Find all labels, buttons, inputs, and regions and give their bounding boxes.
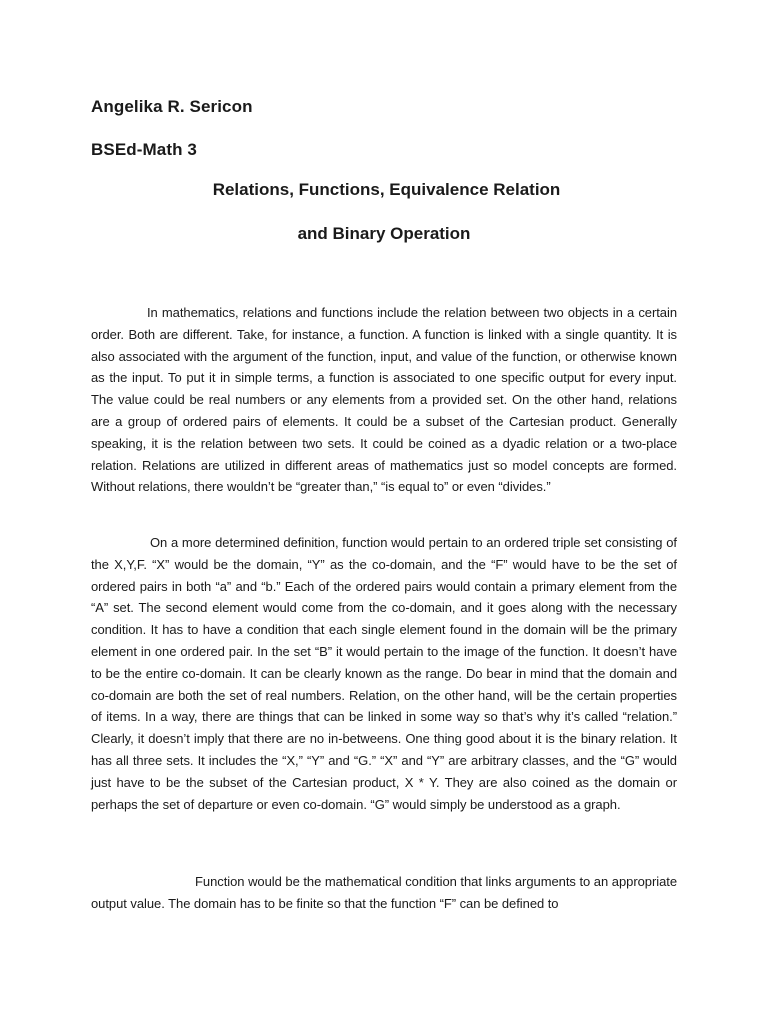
title-line-2: and Binary Operation <box>297 224 471 243</box>
paragraph-1: In mathematics, relations and functions include the relation between two objects in a certain order. Both are different. Take, for instance, a function. A function is linked with a single quantity. It is also associated with the argument of the function, input, and value of the function, or otherwise known as the input. To put it in simple terms, a function is associated to one specific output for every input. The value could be real numbers or any elements from a provided set. On the other hand, relations are a group of ordered pairs of elements. It could be a subset of the Cartesian product. Generally speaking, it is the relation between two sets. It could be coined as a dyadic relation or a two-place relation. Relations are utilized in different areas of mathematics just so model concepts are formed. Without relations, there wouldn’t be “greater than,” “is equal to” or even “divides.” <box>91 305 677 495</box>
paragraph-2: On a more determined definition, function would pertain to an ordered triple set consisting of the X,Y,F. “X” would be the domain, “Y” as the co-domain, and the “F” would have to be the set of ordered pairs in both “a” and “b.” Each of the ordered pairs would contain a primary element from the “A” set. The second element would come from the co-domain, and it goes along with the necessary condition. It has to have a condition that each single element found in the domain will be the primary element in one ordered pair. In the set “B” it would pertain to the image of the function. It doesn’t have to be the entire co-domain. It can be clearly known as the range. Do bear in mind that the domain and co-domain are both the set of real numbers. Relation, on the other hand, will be the certain properties of items. In a way, there are things that can be linked in some way so that’s why it’s called “relation.” Clearly, it doesn’t imply that there are no in-betweens. One thing good about it is the binary relation. It has all three sets. It includes the “X,” “Y” and “G.” “X” and “Y” are arbitrary classes, and the “G” would just have to be the subset of the Cartesian product, X * Y. They are also coined as the domain or perhaps the set of departure or even co-domain. “G” would simply be understood as a graph. <box>91 535 677 812</box>
paragraph-3: Function would be the mathematical condition that links arguments to an appropriate output value. The domain has to be finite so that the function “F” can be defined to <box>91 874 677 911</box>
title-line-1: Relations, Functions, Equivalence Relation <box>212 180 561 199</box>
author-name: Angelika R. Sericon <box>91 97 253 116</box>
course-label: BSEd-Math 3 <box>91 140 197 159</box>
